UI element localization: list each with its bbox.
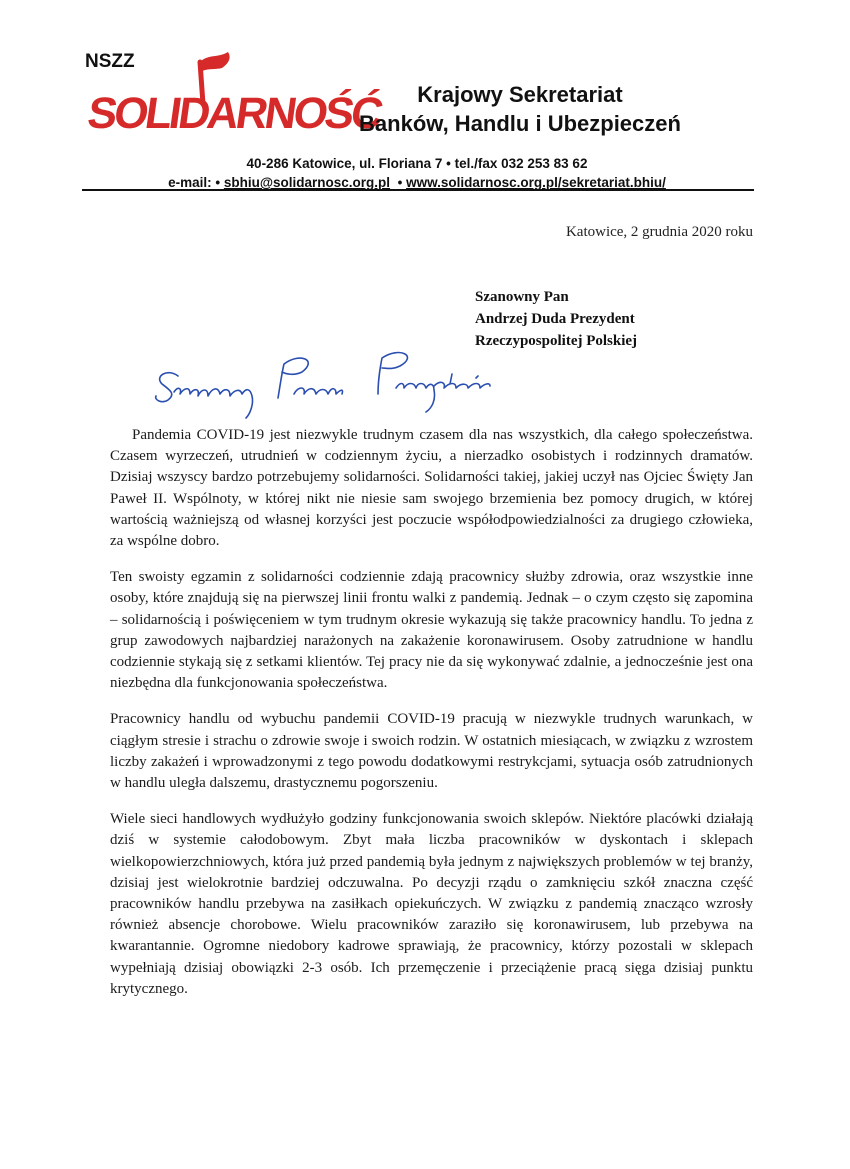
body-paragraph: Ten swoisty egzamin z solidarności codziennie zdają pracownicy służby zdrowia, oraz wszystkie inne osoby, które znajdują się na pierwszej linii frontu walki z pandemią. Jednak – o czym często się zapomina – solidarnością i poświęceniem w tym trudnym okresie wykazują się także pracownicy handlu. To jedna z grup zawodowych najbardziej narażonych na zakażenie koronawirusem. Osoby zatrudnione w handlu codziennie stykają się z setkami klientów. Tej pracy nie da się wykonywać zdalnie, a jednocześnie jest ona niezbędna dla funkcjonowania społeczeństwa. — [110, 569, 753, 692]
handwritten-salutation — [150, 342, 510, 420]
recipient-line3: Rzeczypospolitej Polskiej — [475, 333, 638, 349]
date-line: Katowice, 2 grudnia 2020 roku — [565, 224, 753, 240]
org-title-line1: Krajowy Sekretariat — [417, 82, 623, 107]
body-paragraph: Pracownicy handlu od wybuchu pandemii COVID-19 pracują w niezwykle trudnych warunkach, w ciągłym stresie i strachu o zdrowie swoje i swoich rodzin. W ostatnich miesiącach, w związku z wzrostem liczby zakażeń i wprowadzonymi z tego powodu dodatkowymi restrykcjami, sytuacja osób zatrudnionych w handlu uległa dalszemu, drastycznemu pogorszeniu. — [110, 711, 753, 792]
website-separator: • — [397, 175, 403, 190]
svg-text:SOLIDARNOŚĆ: SOLIDARNOŚĆ — [84, 89, 384, 138]
body-paragraph: Wiele sieci handlowych wydłużyło godziny funkcjonowania swoich sklepów. Niektóre placówki działają dziś w systemie całodobowym. Zbyt mała liczba pracowników w dyskontach i sklepach wielkopowierzchniowych, która już przed pandemią była jednym z największych problemów w tej branży, dzisiaj jest wielokrotnie bardziej odczuwalna. Po decyzji rządu o zamknięciu szkół znaczna część pracowników handlu przebywa na zasiłkach opiekuńczych. W związku z pandemią znacząco wzrosły również absencje chorobowe. Wielu pracowników zaraziło się koronawirusem, lub przebywa na kwarantannie. Ogromne niedobory kadrowe sprawiają, że pracownicy, którzy pozostali w sklepach wypełniają dzisiaj obowiązki 2-3 osób. Ich przemęczenie i przeciążenie pracą sięga dzisiaj punktu krytycznego. — [110, 811, 753, 997]
letter-body — [110, 425, 753, 1015]
union-prefix: NSZZ — [85, 51, 135, 72]
email-label: e-mail: • — [168, 175, 221, 190]
recipient-line2: Andrzej Duda Prezydent — [475, 311, 635, 327]
email-link[interactable]: sbhiu@solidarnosc.org.pl — [223, 175, 391, 190]
header-divider — [82, 189, 754, 191]
contact-block — [82, 154, 752, 192]
website-link[interactable]: www.solidarnosc.org.pl/sekretariat.bhiu/ — [406, 175, 666, 190]
organization-title — [290, 80, 750, 138]
recipient-line1: Szanowny Pan — [475, 289, 569, 305]
body-paragraph: Pandemia COVID-19 jest niezwykle trudnym czasem dla nas wszystkich, dla całego społeczeństwa. Czasem wyrzeczeń, utrudnień w codziennym życiu, a nierzadko osobistych i rodzinnych dramatów. Dzisiaj wszyscy bardzo potrzebujemy solidarności. Solidarności takiej, jakiej uczył nas Ojciec Święty Jan Paweł II. Wspólnoty, w której nikt nie niesie sam swojego brzemienia bez pomocy drugich, w której wartością ważniejszą od własnej korzyści jest poczucie współodpowiedzialności za drugiego człowieka, za wspólne dobro. — [110, 427, 753, 550]
address-line: 40-286 Katowice, ul. Floriana 7 • tel./fax 032 253 83 62 — [246, 156, 588, 171]
org-title-line2: Banków, Handlu i Ubezpieczeń — [359, 111, 681, 136]
solidarnosc-logo — [82, 38, 384, 138]
